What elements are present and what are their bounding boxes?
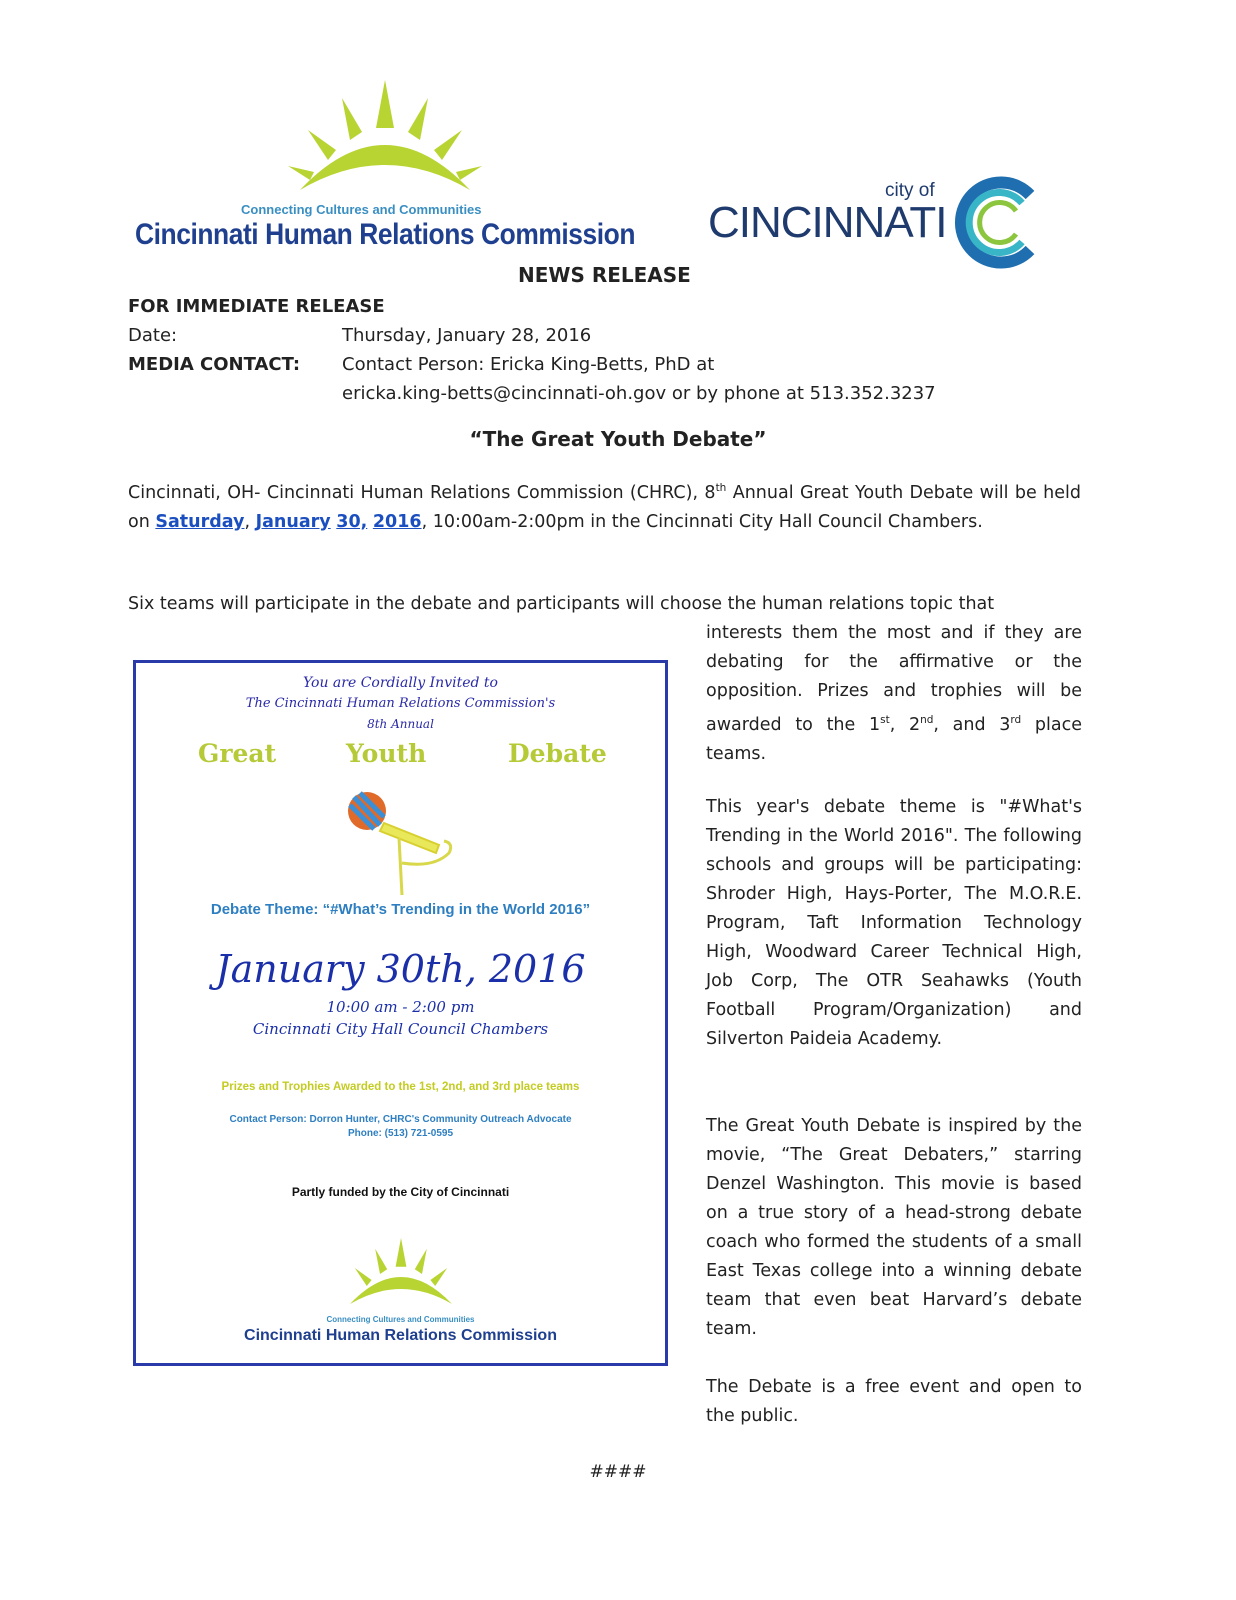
city-of-text: city of [885, 180, 935, 201]
paragraph-5: The Debate is a free event and open to the public. [706, 1377, 1082, 1426]
paragraph-3: This year's debate theme is "#What's Trending in the World 2016". The following schools and groups will be participating: Shroder High, Hays-Porter, The M.O.R.E. Program, Taft Information Technology High, Woodward Career Technical High, Job Corp, The OTR Seahawks (Youth Football Program/Organization) and Silverton Paideia Academy. [706, 797, 1082, 1049]
microphone-icon [344, 783, 474, 898]
chrc-name: Cincinnati Human Relations Commission [135, 218, 636, 251]
flyer-contact-2: Phone: (513) 721-0595 [347, 1128, 454, 1139]
flyer-logo-tagline: Connecting Cultures and Communities [326, 1315, 475, 1324]
flyer-theme: Debate Theme: “#What’s Trending in the World 2016” [210, 901, 591, 918]
flyer-contact-1: Contact Person: Dorron Hunter, CHRC's Community Outreach Advocate [229, 1114, 572, 1125]
flyer-place: Cincinnati City Hall Council Chambers [252, 1020, 549, 1038]
flyer-date: January 30th, 2016 [215, 947, 586, 991]
contact-line-2: ericka.king-betts@cincinnati-oh.gov or by phone at 513.352.3237 [342, 383, 936, 404]
paragraph-2-rest [706, 619, 1082, 769]
flyer-debate: Debate [508, 739, 607, 768]
immediate-label: FOR IMMEDIATE RELEASE [128, 296, 385, 317]
paragraph-1: Cincinnati, OH- Cincinnati Human Relations Commission (CHRC), 8th Annual Great Youth Debate will be held on Saturday, January 30, 2016, 10:00am-2:00pm in the Cincinnati City Hall Council Chambers. [128, 482, 1081, 532]
sun-icon [280, 80, 490, 205]
city-logo [705, 170, 1055, 270]
para1-tail: , 10:00am-2:00pm in the Cincinnati City Hall Council Chambers. [421, 511, 983, 532]
paragraph-2-line-1: Six teams will participate in the debate and participants will choose the human relations topic that [128, 594, 995, 614]
date-value: Thursday, January 28, 2016 [342, 325, 592, 346]
flyer-invite-2: The Cincinnati Human Relations Commission's [245, 696, 556, 711]
flyer-time: 10:00 am - 2:00 pm [326, 998, 475, 1016]
city-name: CINCINNATI [708, 198, 947, 247]
flyer-prizes: Prizes and Trophies Awarded to the 1st, 2nd, and 3rd place teams [221, 1081, 580, 1093]
date-link-january[interactable]: January [255, 511, 331, 532]
paragraph-4: The Great Youth Debate is inspired by the movie, “The Great Debaters,” starring Denzel Washington. This movie is based on a true story of a head-strong debate coach who formed the students of a small East Texas college into a winning debate team that even beat Harvard’s debate team. [706, 1116, 1082, 1339]
flyer-invite-3: 8th Annual [367, 717, 434, 731]
flyer-invite-1: You are Cordially Invited to [303, 675, 498, 691]
date-label: Date: [128, 325, 178, 346]
para1-text: Cincinnati, OH- Cincinnati Human Relations Commission (CHRC), 8 [128, 482, 716, 503]
flyer-sun-icon [336, 1238, 466, 1313]
date-link-saturday[interactable]: Saturday [155, 511, 245, 532]
para2-text-d: place teams. [706, 714, 1083, 764]
para1-text-2: Annual Great Youth Debate will be held on [128, 482, 1081, 532]
chrc-tagline: Connecting Cultures and Communities [241, 202, 482, 217]
flyer-youth: Youth [346, 739, 427, 768]
release-info [128, 292, 1088, 408]
document-title: “The Great Youth Debate” [469, 427, 767, 451]
para2-sup1: st [880, 714, 890, 726]
contact-line-1: Contact Person: Ericka King-Betts, PhD at [342, 354, 715, 375]
date-link-2016[interactable]: 2016 [372, 511, 422, 532]
date-link-30[interactable]: 30, [336, 511, 368, 532]
para2-sup2: nd [920, 714, 934, 726]
news-release-heading: NEWS RELEASE [518, 263, 691, 287]
para1-sup: th [715, 482, 727, 494]
media-contact-label: MEDIA CONTACT: [128, 354, 301, 375]
para2-text-a: interests them the most and if they are debating for the affirmative or the opposition. Prizes and trophies will be awarded to the 1 [706, 623, 1082, 735]
end-marker: #### [589, 1462, 647, 1482]
flyer-logo-name: Cincinnati Human Relations Commission [244, 1327, 557, 1344]
flyer-funded: Partly funded by the City of Cincinnati [291, 1185, 510, 1199]
chrc-logo [130, 80, 650, 260]
city-c-icon [950, 175, 1045, 270]
para2-text-b: , 2 [889, 714, 921, 735]
flyer-great: Great [198, 739, 277, 768]
para2-text-c: , and 3 [933, 714, 1011, 735]
para2-sup3: rd [1010, 714, 1022, 726]
event-flyer [133, 660, 668, 1366]
